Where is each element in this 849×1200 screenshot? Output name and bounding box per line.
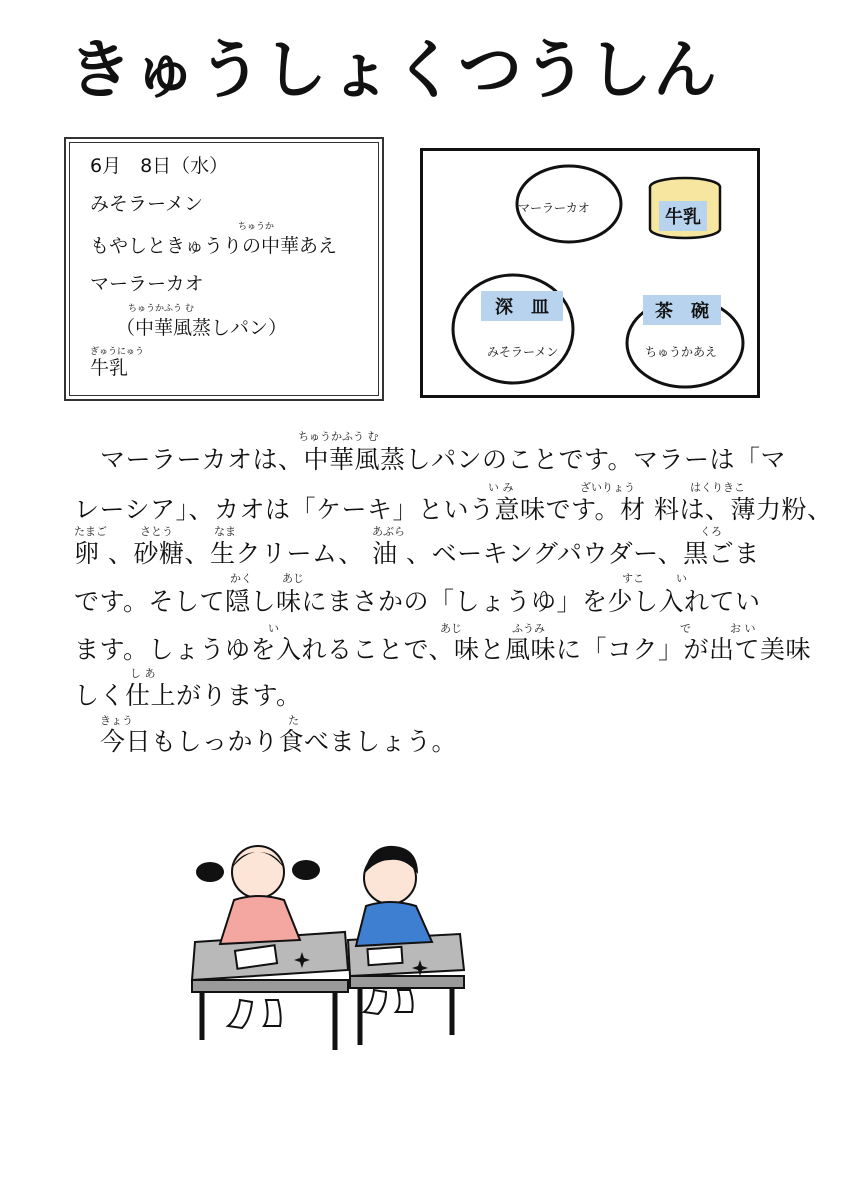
menu-date: 6月 8日（水） [90,155,229,177]
furigana: かく [230,572,252,585]
malakao-label: マーラーカオ [518,201,590,215]
ruby-gyunyu: ぎゅうにゅう [90,347,144,357]
ruby-chuka: ちゅうか [238,222,275,232]
furigana: い み [488,481,514,494]
menu-item-miso-ramen: みそラーメン [90,193,204,215]
girl-face [232,846,284,898]
deep-plate-content: みそラーメン [487,345,559,359]
article-line: ます。しょうゆを入れることで、味と風味に「コク」が出て美味 [74,635,812,664]
girl-pigtail-left [196,862,224,882]
ruby-chukafuumu: ちゅうかふう む [128,304,194,314]
furigana: あじ [440,622,462,635]
page-title: きゅうしょくつうしん [68,34,718,108]
article-line: しく仕上がります。 [74,681,302,710]
furigana: はくりきこ [690,481,745,494]
boy-leg [396,990,413,1012]
bowl-content: ちゅうかあえ [645,345,718,359]
furigana: なま [214,525,236,538]
boy-leg [364,990,386,1014]
desk-right-front [350,976,464,988]
article-line: 今日もしっかり食べましょう。 [100,727,458,756]
children-wiping-desks-illustration [180,830,470,1060]
deep-plate-label: 深 皿 [481,291,563,321]
girl-shirt [220,896,300,944]
girl-leg [228,1000,252,1028]
menu-item-moyashi: もやしときゅうりの中華あえ [90,235,338,257]
menu-box [64,137,384,401]
article-line: レーシア」、カオは「ケーキ」という意味です。材 料は、薄力粉、 [74,495,833,524]
furigana: い [268,622,279,635]
girl-pigtail-right [292,860,320,880]
article-line: マーラーカオは、中華風蒸しパンのことです。マラーは「マ [100,445,787,474]
boy-cloth [367,947,402,965]
furigana: い [676,572,687,585]
desk-left-front [192,980,348,992]
furigana: あじ [282,572,304,585]
menu-item-milk: 牛乳 [90,357,129,379]
furigana: し あ [130,667,156,680]
menu-item-steamed-bun: （中華風蒸しパン） [116,317,288,339]
furigana: た [288,714,299,727]
furigana: ちゅうかふう む [298,430,379,443]
furigana: あぶら [372,525,405,538]
furigana: さとう [140,525,173,538]
menu-item-malakao: マーラーカオ [90,273,204,295]
furigana: ふうみ [512,622,545,635]
furigana: くろ [700,525,722,538]
furigana: お い [730,622,756,635]
furigana: ざいりょう [580,481,635,494]
boy-shirt [356,902,432,946]
tray-diagram [420,148,760,398]
article-line: 卵 、砂糖、生クリーム、 油 、ベーキングパウダー、黒ごま [74,539,760,568]
furigana: で [680,622,691,635]
furigana: きょう [100,714,133,727]
article-line: です。そして隠し味にまさかの「しょうゆ」を少し入れてい [74,587,761,616]
milk-label: 牛乳 [659,201,707,231]
bowl-label: 茶 碗 [643,295,721,325]
furigana: たまご [74,525,107,538]
furigana: すこ [622,572,644,585]
girl-leg [264,1000,281,1026]
